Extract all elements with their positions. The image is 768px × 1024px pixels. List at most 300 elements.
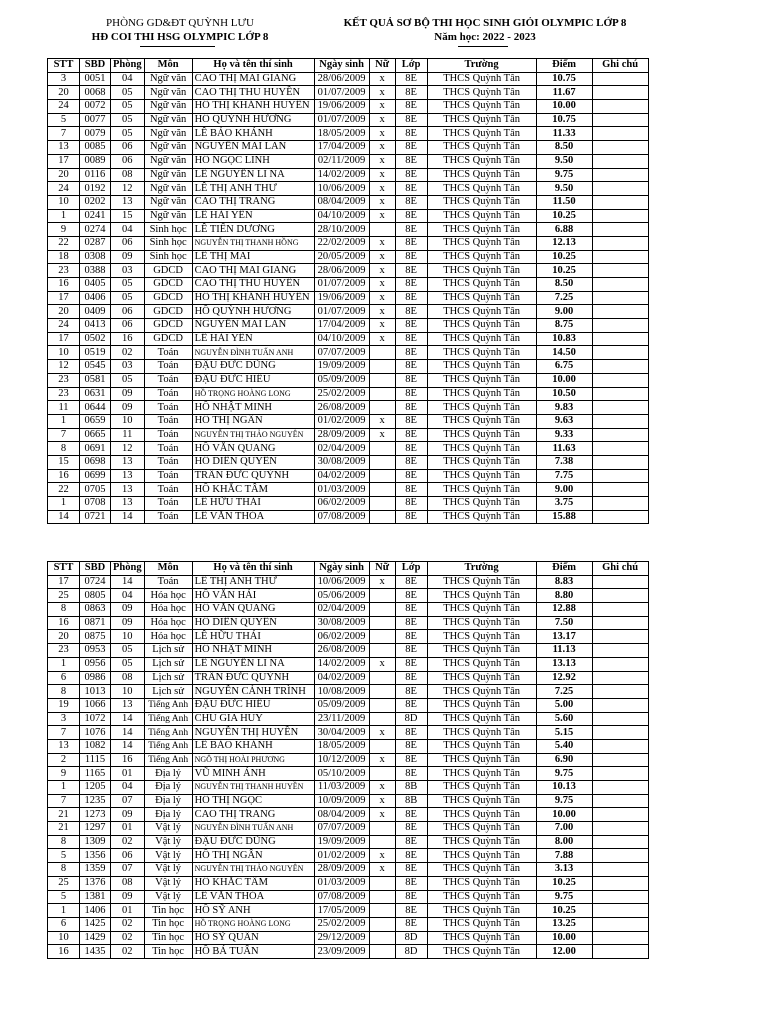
cell-sbd: 0405: [80, 278, 111, 292]
cell-room: 14: [111, 739, 145, 753]
cell-dob: 01/07/2009: [314, 113, 369, 127]
cell-class: 8E: [395, 401, 427, 415]
cell-subject: Ngữ văn: [144, 72, 192, 86]
cell-dob: 19/09/2009: [314, 360, 369, 374]
cell-class: 8E: [395, 917, 427, 931]
cell-score: 10.50: [536, 387, 592, 401]
cell-room: 05: [111, 86, 145, 100]
cell-stt: 10: [48, 346, 80, 360]
cell-subject: Vật lý: [144, 876, 192, 890]
cell-note: [592, 575, 648, 589]
table-row: [48, 510, 649, 524]
table-row: [48, 236, 649, 250]
cell-stt: 17: [48, 154, 80, 168]
cell-female: x: [369, 182, 395, 196]
cell-subject: Toán: [144, 510, 192, 524]
table-row: [48, 616, 649, 630]
cell-female: x: [369, 305, 395, 319]
cell-female: [369, 510, 395, 524]
department-name: PHÒNG GD&ĐT QUỲNH LƯU: [106, 17, 254, 29]
cell-subject: Toán: [144, 387, 192, 401]
cell-school: THCS Quỳnh Tân: [427, 671, 536, 685]
cell-female: x: [369, 236, 395, 250]
column-header-score: Điểm: [536, 562, 592, 576]
cell-school: THCS Quỳnh Tân: [427, 835, 536, 849]
cell-score: 8.80: [536, 589, 592, 603]
cell-female: [369, 671, 395, 685]
cell-sbd: 1082: [80, 739, 111, 753]
cell-class: 8E: [395, 414, 427, 428]
cell-note: [592, 671, 648, 685]
cell-female: [369, 931, 395, 945]
document-title: KẾT QUẢ SƠ BỘ THI HỌC SINH GIỎI OLYMPIC LỚP 8: [343, 17, 627, 29]
cell-sbd: 1235: [80, 794, 111, 808]
cell-note: [592, 305, 648, 319]
cell-room: 05: [111, 644, 145, 658]
cell-note: [592, 657, 648, 671]
cell-stt: 11: [48, 401, 80, 415]
cell-school: THCS Quỳnh Tân: [427, 616, 536, 630]
cell-female: [369, 603, 395, 617]
cell-school: THCS Quỳnh Tân: [427, 917, 536, 931]
cell-female: x: [369, 291, 395, 305]
cell-stt: 8: [48, 863, 80, 877]
cell-note: [592, 455, 648, 469]
table-row: [48, 305, 649, 319]
table-row: [48, 781, 649, 795]
cell-class: 8E: [395, 332, 427, 346]
cell-room: 09: [111, 616, 145, 630]
cell-class: 8E: [395, 250, 427, 264]
column-header-stt: STT: [48, 562, 80, 576]
cell-subject: Hóa học: [144, 630, 192, 644]
cell-room: 09: [111, 603, 145, 617]
cell-note: [592, 469, 648, 483]
cell-stt: 8: [48, 835, 80, 849]
cell-dob: 05/06/2009: [314, 589, 369, 603]
cell-score: 7.25: [536, 685, 592, 699]
cell-stt: 8: [48, 685, 80, 699]
table-row: [48, 835, 649, 849]
table-row: [48, 455, 649, 469]
cell-name: HỒ DIÊN QUYỀN: [192, 616, 314, 630]
cell-stt: 7: [48, 726, 80, 740]
cell-name: HỒ VĂN QUANG: [192, 603, 314, 617]
cell-note: [592, 767, 648, 781]
cell-room: 13: [111, 497, 145, 511]
cell-female: [369, 904, 395, 918]
cell-school: THCS Quỳnh Tân: [427, 945, 536, 959]
cell-note: [592, 387, 648, 401]
cell-school: THCS Quỳnh Tân: [427, 291, 536, 305]
cell-dob: 10/06/2009: [314, 575, 369, 589]
cell-dob: 05/10/2009: [314, 767, 369, 781]
cell-school: THCS Quỳnh Tân: [427, 753, 536, 767]
cell-subject: Ngữ văn: [144, 113, 192, 127]
cell-female: x: [369, 781, 395, 795]
cell-name: LÊ THỊ ANH THƯ: [192, 182, 314, 196]
cell-stt: 20: [48, 305, 80, 319]
table-row: [48, 154, 649, 168]
cell-sbd: 0287: [80, 236, 111, 250]
cell-sbd: 1429: [80, 931, 111, 945]
cell-school: THCS Quỳnh Tân: [427, 575, 536, 589]
cell-room: 12: [111, 182, 145, 196]
cell-dob: 14/02/2009: [314, 657, 369, 671]
cell-score: 9.00: [536, 305, 592, 319]
cell-sbd: 1205: [80, 781, 111, 795]
cell-name: ĐẬU ĐỨC DŨNG: [192, 360, 314, 374]
cell-sbd: 0875: [80, 630, 111, 644]
cell-sbd: 0953: [80, 644, 111, 658]
cell-name: NGUYỄN CẢNH TRÌNH: [192, 685, 314, 699]
cell-class: 8E: [395, 863, 427, 877]
cell-female: x: [369, 808, 395, 822]
cell-room: 11: [111, 428, 145, 442]
cell-sbd: 1381: [80, 890, 111, 904]
cell-score: 11.13: [536, 644, 592, 658]
cell-subject: Toán: [144, 483, 192, 497]
table-row: [48, 442, 649, 456]
cell-room: 16: [111, 753, 145, 767]
cell-sbd: 1356: [80, 849, 111, 863]
cell-stt: 7: [48, 794, 80, 808]
cell-note: [592, 250, 648, 264]
cell-sbd: 0721: [80, 510, 111, 524]
cell-score: 7.50: [536, 616, 592, 630]
cell-note: [592, 442, 648, 456]
cell-name: CAO THỊ MAI GIANG: [192, 264, 314, 278]
cell-stt: 6: [48, 917, 80, 931]
cell-stt: 22: [48, 483, 80, 497]
cell-room: 04: [111, 72, 145, 86]
cell-note: [592, 195, 648, 209]
cell-sbd: 1406: [80, 904, 111, 918]
cell-class: 8D: [395, 945, 427, 959]
cell-subject: Tin học: [144, 904, 192, 918]
cell-subject: Vật lý: [144, 822, 192, 836]
cell-stt: 7: [48, 127, 80, 141]
column-header-subject: Môn: [144, 562, 192, 576]
cell-sbd: 0986: [80, 671, 111, 685]
cell-name: NGUYỄN ĐÌNH TUẤN ANH: [192, 822, 314, 836]
cell-room: 09: [111, 387, 145, 401]
table-row: [48, 575, 649, 589]
cell-female: [369, 483, 395, 497]
cell-subject: Tin học: [144, 945, 192, 959]
cell-stt: 6: [48, 671, 80, 685]
cell-subject: Ngữ văn: [144, 209, 192, 223]
table-row: [48, 250, 649, 264]
cell-class: 8E: [395, 278, 427, 292]
cell-stt: 25: [48, 876, 80, 890]
cell-stt: 5: [48, 849, 80, 863]
cell-name: HỒ SỸ QUÂN: [192, 931, 314, 945]
cell-class: 8B: [395, 781, 427, 795]
cell-score: 10.25: [536, 250, 592, 264]
cell-class: 8E: [395, 644, 427, 658]
cell-class: 8E: [395, 808, 427, 822]
cell-note: [592, 890, 648, 904]
cell-room: 06: [111, 141, 145, 155]
column-header-subject: Môn: [144, 59, 192, 73]
cell-sbd: 0644: [80, 401, 111, 415]
cell-room: 08: [111, 876, 145, 890]
cell-note: [592, 945, 648, 959]
cell-class: 8E: [395, 483, 427, 497]
cell-stt: 7: [48, 428, 80, 442]
cell-school: THCS Quỳnh Tân: [427, 497, 536, 511]
cell-stt: 21: [48, 822, 80, 836]
cell-stt: 18: [48, 250, 80, 264]
cell-stt: 23: [48, 387, 80, 401]
cell-class: 8E: [395, 387, 427, 401]
cell-female: [369, 767, 395, 781]
table-row: [48, 373, 649, 387]
cell-name: CAO THỊ THU HUYỀN: [192, 86, 314, 100]
cell-school: THCS Quỳnh Tân: [427, 931, 536, 945]
cell-name: HỒ QUỲNH HƯƠNG: [192, 305, 314, 319]
cell-sbd: 0724: [80, 575, 111, 589]
cell-subject: Tiếng Anh: [144, 726, 192, 740]
cell-subject: Tiếng Anh: [144, 753, 192, 767]
cell-subject: Tiếng Anh: [144, 739, 192, 753]
column-header-school: Trường: [427, 562, 536, 576]
cell-name: NGUYỄN THỊ THANH HỒNG: [192, 236, 314, 250]
table-row: [48, 346, 649, 360]
cell-room: 09: [111, 890, 145, 904]
cell-sbd: 1297: [80, 822, 111, 836]
cell-name: VŨ MINH ÁNH: [192, 767, 314, 781]
cell-note: [592, 644, 648, 658]
cell-class: 8E: [395, 616, 427, 630]
cell-dob: 28/06/2009: [314, 72, 369, 86]
table-row: [48, 113, 649, 127]
cell-subject: Toán: [144, 575, 192, 589]
cell-dob: 23/11/2009: [314, 712, 369, 726]
cell-class: 8E: [395, 373, 427, 387]
cell-class: 8E: [395, 346, 427, 360]
cell-dob: 22/02/2009: [314, 236, 369, 250]
table-row: [48, 72, 649, 86]
cell-school: THCS Quỳnh Tân: [427, 698, 536, 712]
column-header-class: Lớp: [395, 562, 427, 576]
table-row: [48, 469, 649, 483]
cell-school: THCS Quỳnh Tân: [427, 236, 536, 250]
cell-name: NGUYỄN THỊ THẢO NGUYÊN: [192, 863, 314, 877]
header-right-underline: [458, 46, 508, 47]
cell-name: CAO THỊ MAI GIANG: [192, 72, 314, 86]
cell-school: THCS Quỳnh Tân: [427, 319, 536, 333]
cell-score: 12.88: [536, 603, 592, 617]
cell-room: 06: [111, 154, 145, 168]
cell-room: 09: [111, 808, 145, 822]
cell-stt: 1: [48, 657, 80, 671]
cell-name: TRẦN ĐỨC QUỲNH: [192, 671, 314, 685]
cell-subject: GDCD: [144, 278, 192, 292]
cell-score: 6.90: [536, 753, 592, 767]
cell-dob: 17/04/2009: [314, 141, 369, 155]
table-row: [48, 603, 649, 617]
table-row: [48, 291, 649, 305]
cell-note: [592, 781, 648, 795]
cell-note: [592, 154, 648, 168]
cell-stt: 1: [48, 209, 80, 223]
cell-sbd: 1066: [80, 698, 111, 712]
cell-name: NGÔ THỊ HOÀI PHƯƠNG: [192, 753, 314, 767]
cell-subject: Vật lý: [144, 890, 192, 904]
cell-class: 8E: [395, 657, 427, 671]
cell-score: 10.75: [536, 72, 592, 86]
cell-subject: Địa lý: [144, 808, 192, 822]
table-row: [48, 319, 649, 333]
table-row: [48, 483, 649, 497]
cell-room: 01: [111, 767, 145, 781]
cell-room: 06: [111, 849, 145, 863]
cell-note: [592, 428, 648, 442]
cell-note: [592, 603, 648, 617]
cell-room: 02: [111, 945, 145, 959]
cell-class: 8E: [395, 671, 427, 685]
cell-note: [592, 931, 648, 945]
cell-class: 8B: [395, 794, 427, 808]
cell-class: 8E: [395, 589, 427, 603]
cell-sbd: 0699: [80, 469, 111, 483]
column-header-room: Phòng: [111, 59, 145, 73]
cell-dob: 25/02/2009: [314, 917, 369, 931]
cell-stt: 13: [48, 141, 80, 155]
table-row: [48, 401, 649, 415]
table-row: [48, 863, 649, 877]
cell-sbd: 0079: [80, 127, 111, 141]
cell-class: 8E: [395, 360, 427, 374]
cell-school: THCS Quỳnh Tân: [427, 726, 536, 740]
column-header-female: Nữ: [369, 562, 395, 576]
table-row: [48, 753, 649, 767]
cell-dob: 30/08/2009: [314, 616, 369, 630]
cell-dob: 10/08/2009: [314, 685, 369, 699]
cell-school: THCS Quỳnh Tân: [427, 890, 536, 904]
cell-note: [592, 113, 648, 127]
cell-class: 8E: [395, 141, 427, 155]
cell-note: [592, 182, 648, 196]
cell-class: 8E: [395, 876, 427, 890]
cell-female: x: [369, 168, 395, 182]
cell-female: [369, 616, 395, 630]
cell-dob: 07/08/2009: [314, 510, 369, 524]
cell-name: CAO THỊ TRANG: [192, 195, 314, 209]
cell-subject: GDCD: [144, 319, 192, 333]
cell-female: x: [369, 154, 395, 168]
cell-class: 8E: [395, 113, 427, 127]
cell-dob: 04/10/2009: [314, 209, 369, 223]
cell-sbd: 0089: [80, 154, 111, 168]
cell-name: HỒ VĂN QUANG: [192, 442, 314, 456]
cell-score: 9.75: [536, 890, 592, 904]
cell-sbd: 0202: [80, 195, 111, 209]
cell-name: NGUYỄN MAI LAN: [192, 141, 314, 155]
cell-note: [592, 876, 648, 890]
cell-female: x: [369, 100, 395, 114]
table-row: [48, 264, 649, 278]
cell-subject: Địa lý: [144, 781, 192, 795]
cell-female: [369, 644, 395, 658]
cell-sbd: 0388: [80, 264, 111, 278]
cell-school: THCS Quỳnh Tân: [427, 510, 536, 524]
cell-note: [592, 72, 648, 86]
cell-class: 8E: [395, 753, 427, 767]
cell-school: THCS Quỳnh Tân: [427, 373, 536, 387]
cell-female: [369, 822, 395, 836]
table-row: [48, 712, 649, 726]
cell-dob: 07/07/2009: [314, 822, 369, 836]
cell-stt: 25: [48, 589, 80, 603]
cell-stt: 20: [48, 86, 80, 100]
cell-sbd: 1359: [80, 863, 111, 877]
cell-score: 13.13: [536, 657, 592, 671]
cell-class: 8E: [395, 428, 427, 442]
table-row: [48, 931, 649, 945]
cell-name: HỒ THỊ NGÂN: [192, 849, 314, 863]
cell-class: 8E: [395, 223, 427, 237]
cell-dob: 26/08/2009: [314, 644, 369, 658]
cell-sbd: 1076: [80, 726, 111, 740]
cell-stt: 23: [48, 373, 80, 387]
cell-female: [369, 469, 395, 483]
cell-class: 8E: [395, 685, 427, 699]
cell-sbd: 0698: [80, 455, 111, 469]
cell-female: x: [369, 319, 395, 333]
cell-score: 9.50: [536, 182, 592, 196]
cell-name: NGUYỄN THỊ THANH HUYỀN: [192, 781, 314, 795]
table-row: [48, 127, 649, 141]
cell-note: [592, 726, 648, 740]
table-row: [48, 100, 649, 114]
cell-score: 15.88: [536, 510, 592, 524]
cell-school: THCS Quỳnh Tân: [427, 712, 536, 726]
cell-dob: 10/12/2009: [314, 753, 369, 767]
cell-subject: Hóa học: [144, 616, 192, 630]
cell-score: 10.25: [536, 209, 592, 223]
cell-name: HỒ KHẮC TÂM: [192, 483, 314, 497]
cell-stt: 15: [48, 455, 80, 469]
cell-female: [369, 223, 395, 237]
cell-female: [369, 346, 395, 360]
column-header-stt: STT: [48, 59, 80, 73]
cell-sbd: 1376: [80, 876, 111, 890]
cell-note: [592, 168, 648, 182]
header-row: [48, 59, 649, 73]
column-header-room: Phòng: [111, 562, 145, 576]
cell-subject: Sinh học: [144, 250, 192, 264]
cell-score: 11.50: [536, 195, 592, 209]
cell-subject: Tin học: [144, 931, 192, 945]
cell-class: 8E: [395, 835, 427, 849]
cell-subject: Sinh học: [144, 223, 192, 237]
cell-class: 8E: [395, 497, 427, 511]
cell-class: 8E: [395, 72, 427, 86]
table-row: [48, 822, 649, 836]
cell-class: 8E: [395, 726, 427, 740]
cell-room: 05: [111, 278, 145, 292]
cell-class: 8E: [395, 182, 427, 196]
cell-school: THCS Quỳnh Tân: [427, 630, 536, 644]
cell-note: [592, 497, 648, 511]
cell-room: 10: [111, 414, 145, 428]
cell-score: 10.75: [536, 113, 592, 127]
cell-score: 7.75: [536, 469, 592, 483]
cell-school: THCS Quỳnh Tân: [427, 849, 536, 863]
